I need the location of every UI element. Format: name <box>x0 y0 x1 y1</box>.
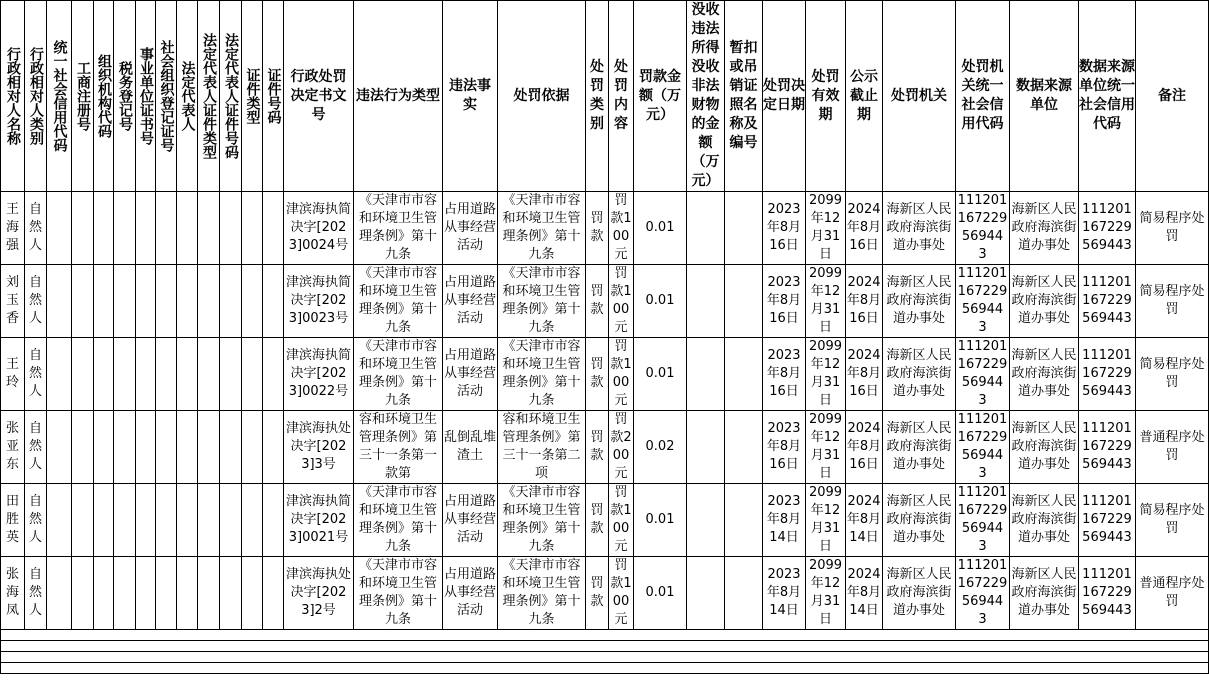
header-cell: 没收违法所得没收非法财物的金额（万元） <box>687 1 725 192</box>
cell-empty <box>198 484 220 557</box>
table-row <box>1 484 1209 557</box>
cell-empty <box>198 338 220 411</box>
cell-content: 罚款100元 <box>609 192 634 265</box>
cell-confiscate <box>687 265 725 338</box>
cell-amount: 0.01 <box>634 338 687 411</box>
cell-content: 罚款100元 <box>609 265 634 338</box>
cell-empty <box>263 557 284 630</box>
cell-auth-code: 11120116722956944 3 <box>956 557 1010 630</box>
table-row <box>1 411 1209 484</box>
cell-empty <box>220 484 242 557</box>
cell-empty <box>136 192 156 265</box>
cell-fact: 乱倒乱堆渣土 <box>443 411 498 484</box>
cell-name: 刘玉香 <box>1 265 25 338</box>
cell-empty <box>94 265 114 338</box>
cell-empty <box>72 265 94 338</box>
cell-category: 罚款 <box>586 484 609 557</box>
cell-source-code: 111201167229569443 <box>1079 411 1136 484</box>
header-row <box>1 1 1209 192</box>
cell-source-code: 111201167229569443 <box>1079 338 1136 411</box>
cell-deadline: 2024年8月16日 <box>846 338 883 411</box>
cell-empty <box>177 411 198 484</box>
cell-category: 罚款 <box>586 557 609 630</box>
cell-name: 张海凤 <box>1 557 25 630</box>
cell-doc: 津滨海执简决字[2023]0021号 <box>284 484 354 557</box>
header-cell: 处罚依据 <box>498 1 586 192</box>
cell-name: 田胜英 <box>1 484 25 557</box>
cell-empty <box>47 484 72 557</box>
cell-type: 自然人 <box>25 265 47 338</box>
cell-empty <box>242 411 263 484</box>
cell-content: 罚款100元 <box>609 557 634 630</box>
cell-authority: 海新区人民政府海滨街道办事处 <box>883 338 956 411</box>
cell-source: 海新区人民政府海滨街道办事处 <box>1010 338 1079 411</box>
cell-deadline: 2024年8月16日 <box>846 192 883 265</box>
cell-date: 2023年8月14日 <box>763 557 806 630</box>
cell-empty <box>114 557 136 630</box>
cell-category: 罚款 <box>586 338 609 411</box>
empty-cell <box>1 663 1209 674</box>
cell-doc: 津滨海执简决字[2023]0022号 <box>284 338 354 411</box>
cell-empty <box>177 557 198 630</box>
cell-violation: 《天津市市容和环境卫生管理条例》第十九条 <box>354 265 443 338</box>
cell-empty <box>220 265 242 338</box>
cell-source: 海新区人民政府海滨街道办事处 <box>1010 265 1079 338</box>
cell-date: 2023年8月16日 <box>763 192 806 265</box>
cell-remark: 简易程序处罚 <box>1136 484 1209 557</box>
cell-amount: 0.02 <box>634 411 687 484</box>
cell-empty <box>177 484 198 557</box>
cell-empty <box>47 192 72 265</box>
header-cell: 行政处罚决定书文号 <box>284 1 354 192</box>
cell-empty <box>156 411 177 484</box>
cell-content: 罚款100元 <box>609 484 634 557</box>
cell-violation: 《天津市市容和环境卫生管理条例》第十九条 <box>354 484 443 557</box>
cell-empty <box>136 265 156 338</box>
cell-suspend <box>725 338 763 411</box>
cell-valid: 2099年12月31日 <box>806 338 846 411</box>
cell-auth-code: 11120116722956944 3 <box>956 411 1010 484</box>
cell-empty <box>94 484 114 557</box>
table-row <box>1 192 1209 265</box>
cell-deadline: 2024年8月16日 <box>846 411 883 484</box>
cell-date: 2023年8月16日 <box>763 411 806 484</box>
cell-suspend <box>725 411 763 484</box>
cell-empty <box>47 411 72 484</box>
cell-authority: 海新区人民政府海滨街道办事处 <box>883 557 956 630</box>
empty-cell <box>1 652 1209 663</box>
cell-empty <box>114 484 136 557</box>
cell-empty <box>242 338 263 411</box>
cell-empty <box>198 557 220 630</box>
cell-amount: 0.01 <box>634 557 687 630</box>
cell-fact: 占用道路从事经营活动 <box>443 484 498 557</box>
cell-empty <box>136 557 156 630</box>
cell-empty <box>47 557 72 630</box>
cell-basis: 《天津市市容和环境卫生管理条例》第十九条 <box>498 192 586 265</box>
header-cell: 法定代表人证件号码 <box>220 1 242 192</box>
header-cell: 税务登记号 <box>114 1 136 192</box>
cell-empty <box>263 265 284 338</box>
header-cell: 违法事实 <box>443 1 498 192</box>
cell-deadline: 2024年8月14日 <box>846 484 883 557</box>
cell-empty <box>220 338 242 411</box>
cell-suspend <box>725 484 763 557</box>
cell-empty <box>198 411 220 484</box>
cell-authority: 海新区人民政府海滨街道办事处 <box>883 484 956 557</box>
cell-confiscate <box>687 557 725 630</box>
cell-empty <box>156 265 177 338</box>
header-cell: 备注 <box>1136 1 1209 192</box>
table-body <box>1 192 1209 630</box>
cell-content: 罚款100元 <box>609 338 634 411</box>
cell-deadline: 2024年8月16日 <box>846 265 883 338</box>
header-cell: 违法行为类型 <box>354 1 443 192</box>
cell-empty <box>198 265 220 338</box>
cell-name: 王玲 <box>1 338 25 411</box>
empty-cell <box>1 641 1209 652</box>
cell-source: 海新区人民政府海滨街道办事处 <box>1010 484 1079 557</box>
cell-confiscate <box>687 484 725 557</box>
header-cell: 处罚内容 <box>609 1 634 192</box>
header-cell: 工商注册号 <box>72 1 94 192</box>
header-cell: 处罚决定日期 <box>763 1 806 192</box>
cell-remark: 简易程序处罚 <box>1136 192 1209 265</box>
cell-basis: 《天津市市容和环境卫生管理条例》第十九条 <box>498 557 586 630</box>
header-cell: 数据来源单位 <box>1010 1 1079 192</box>
cell-empty <box>242 265 263 338</box>
header-cell: 法定代表人 <box>177 1 198 192</box>
cell-empty <box>263 192 284 265</box>
empty-row <box>1 630 1209 641</box>
cell-empty <box>220 411 242 484</box>
cell-empty <box>136 484 156 557</box>
cell-empty <box>177 265 198 338</box>
cell-confiscate <box>687 192 725 265</box>
cell-empty <box>242 484 263 557</box>
cell-authority: 海新区人民政府海滨街道办事处 <box>883 265 956 338</box>
cell-source-code: 111201167229569443 <box>1079 265 1136 338</box>
cell-category: 罚款 <box>586 192 609 265</box>
header-cell: 证件类型 <box>242 1 263 192</box>
cell-suspend <box>725 192 763 265</box>
cell-empty <box>177 338 198 411</box>
header-cell: 证件号码 <box>263 1 284 192</box>
cell-basis: 容和环境卫生管理条例》第三十一条第二项 <box>498 411 586 484</box>
cell-amount: 0.01 <box>634 192 687 265</box>
header-cell: 暂扣或吊销证照名称及编号 <box>725 1 763 192</box>
cell-doc: 津滨海执简决字[2023]0024号 <box>284 192 354 265</box>
cell-source-code: 111201167229569443 <box>1079 557 1136 630</box>
cell-empty <box>242 192 263 265</box>
empty-row <box>1 641 1209 652</box>
cell-empty <box>72 484 94 557</box>
table-row <box>1 557 1209 630</box>
cell-doc: 津滨海执简决字[2023]0023号 <box>284 265 354 338</box>
cell-empty <box>114 192 136 265</box>
cell-date: 2023年8月16日 <box>763 265 806 338</box>
cell-empty <box>72 411 94 484</box>
cell-valid: 2099年12月31日 <box>806 411 846 484</box>
cell-empty <box>263 338 284 411</box>
cell-valid: 2099年12月31日 <box>806 557 846 630</box>
cell-source-code: 111201167229569443 <box>1079 484 1136 557</box>
cell-valid: 2099年12月31日 <box>806 265 846 338</box>
cell-type: 自然人 <box>25 192 47 265</box>
cell-valid: 2099年12月31日 <box>806 192 846 265</box>
header-cell: 处罚机关统一社会信用代码 <box>956 1 1010 192</box>
header-cell: 行政相对人类别 <box>25 1 47 192</box>
cell-type: 自然人 <box>25 411 47 484</box>
cell-content: 罚款200元 <box>609 411 634 484</box>
cell-source: 海新区人民政府海滨街道办事处 <box>1010 557 1079 630</box>
header-cell: 社会组织登记证号 <box>156 1 177 192</box>
cell-remark: 普通程序处罚 <box>1136 557 1209 630</box>
cell-remark: 简易程序处罚 <box>1136 338 1209 411</box>
header-cell: 处罚机关 <box>883 1 956 192</box>
cell-category: 罚款 <box>586 265 609 338</box>
cell-empty <box>47 265 72 338</box>
cell-name: 王海强 <box>1 192 25 265</box>
cell-empty <box>72 192 94 265</box>
empty-cell <box>1 630 1209 641</box>
cell-empty <box>72 557 94 630</box>
cell-empty <box>156 557 177 630</box>
cell-basis: 《天津市市容和环境卫生管理条例》第十九条 <box>498 265 586 338</box>
cell-empty <box>220 557 242 630</box>
cell-empty <box>242 557 263 630</box>
cell-name: 张亚东 <box>1 411 25 484</box>
empty-row <box>1 652 1209 663</box>
header-cell: 组织机构代码 <box>94 1 114 192</box>
cell-fact: 占用道路从事经营活动 <box>443 265 498 338</box>
cell-amount: 0.01 <box>634 484 687 557</box>
cell-suspend <box>725 557 763 630</box>
cell-empty <box>177 192 198 265</box>
cell-violation: 《天津市市容和环境卫生管理条例》第十九条 <box>354 557 443 630</box>
cell-remark: 简易程序处罚 <box>1136 265 1209 338</box>
cell-empty <box>220 192 242 265</box>
table-row <box>1 265 1209 338</box>
cell-empty <box>156 484 177 557</box>
cell-empty <box>72 338 94 411</box>
cell-source: 海新区人民政府海滨街道办事处 <box>1010 192 1079 265</box>
cell-amount: 0.01 <box>634 265 687 338</box>
cell-empty <box>94 557 114 630</box>
cell-empty <box>114 265 136 338</box>
cell-category: 罚款 <box>586 411 609 484</box>
cell-empty <box>156 338 177 411</box>
header-cell: 行政相对人名称 <box>1 1 25 192</box>
cell-source-code: 111201167229569443 <box>1079 192 1136 265</box>
cell-suspend <box>725 265 763 338</box>
cell-auth-code: 11120116722956944 3 <box>956 484 1010 557</box>
cell-auth-code: 11120116722956944 3 <box>956 265 1010 338</box>
cell-empty <box>94 411 114 484</box>
header-cell: 罚款金额（万元） <box>634 1 687 192</box>
header-cell: 处罚有效期 <box>806 1 846 192</box>
cell-date: 2023年8月16日 <box>763 338 806 411</box>
cell-doc: 津滨海执处决字[2023]2号 <box>284 557 354 630</box>
cell-empty <box>263 484 284 557</box>
cell-type: 自然人 <box>25 557 47 630</box>
cell-fact: 占用道路从事经营活动 <box>443 192 498 265</box>
cell-auth-code: 11120116722956944 3 <box>956 192 1010 265</box>
cell-remark: 普通程序处罚 <box>1136 411 1209 484</box>
cell-fact: 占用道路从事经营活动 <box>443 557 498 630</box>
table-row <box>1 338 1209 411</box>
cell-basis: 《天津市市容和环境卫生管理条例》第十九条 <box>498 338 586 411</box>
cell-empty <box>94 338 114 411</box>
header-cell: 数据来源单位统一社会信用代码 <box>1079 1 1136 192</box>
cell-doc: 津滨海执处决字[2023]3号 <box>284 411 354 484</box>
header-cell: 处罚类别 <box>586 1 609 192</box>
cell-empty <box>136 338 156 411</box>
cell-empty <box>136 411 156 484</box>
cell-empty <box>47 338 72 411</box>
header-cell: 法定代表人证件类型 <box>198 1 220 192</box>
header-cell: 统一社会信用代码 <box>47 1 72 192</box>
cell-valid: 2099年12月31日 <box>806 484 846 557</box>
cell-basis: 《天津市市容和环境卫生管理条例》第十九条 <box>498 484 586 557</box>
cell-auth-code: 11120116722956944 3 <box>956 338 1010 411</box>
cell-violation: 容和环境卫生管理条例》第三十一条第一款第 <box>354 411 443 484</box>
cell-empty <box>94 192 114 265</box>
cell-empty <box>114 411 136 484</box>
header-cell: 公示截止期 <box>846 1 883 192</box>
cell-deadline: 2024年8月14日 <box>846 557 883 630</box>
cell-authority: 海新区人民政府海滨街道办事处 <box>883 192 956 265</box>
cell-confiscate <box>687 338 725 411</box>
cell-fact: 占用道路从事经营活动 <box>443 338 498 411</box>
cell-empty <box>198 192 220 265</box>
cell-type: 自然人 <box>25 338 47 411</box>
cell-empty <box>156 192 177 265</box>
cell-empty <box>114 338 136 411</box>
cell-source: 海新区人民政府海滨街道办事处 <box>1010 411 1079 484</box>
cell-date: 2023年8月14日 <box>763 484 806 557</box>
cell-violation: 《天津市市容和环境卫生管理条例》第十九条 <box>354 192 443 265</box>
cell-confiscate <box>687 411 725 484</box>
cell-violation: 《天津市市容和环境卫生管理条例》第十九条 <box>354 338 443 411</box>
cell-authority: 海新区人民政府海滨街道办事处 <box>883 411 956 484</box>
empty-row <box>1 663 1209 674</box>
header-cell: 事业单位证书号 <box>136 1 156 192</box>
cell-type: 自然人 <box>25 484 47 557</box>
cell-empty <box>263 411 284 484</box>
